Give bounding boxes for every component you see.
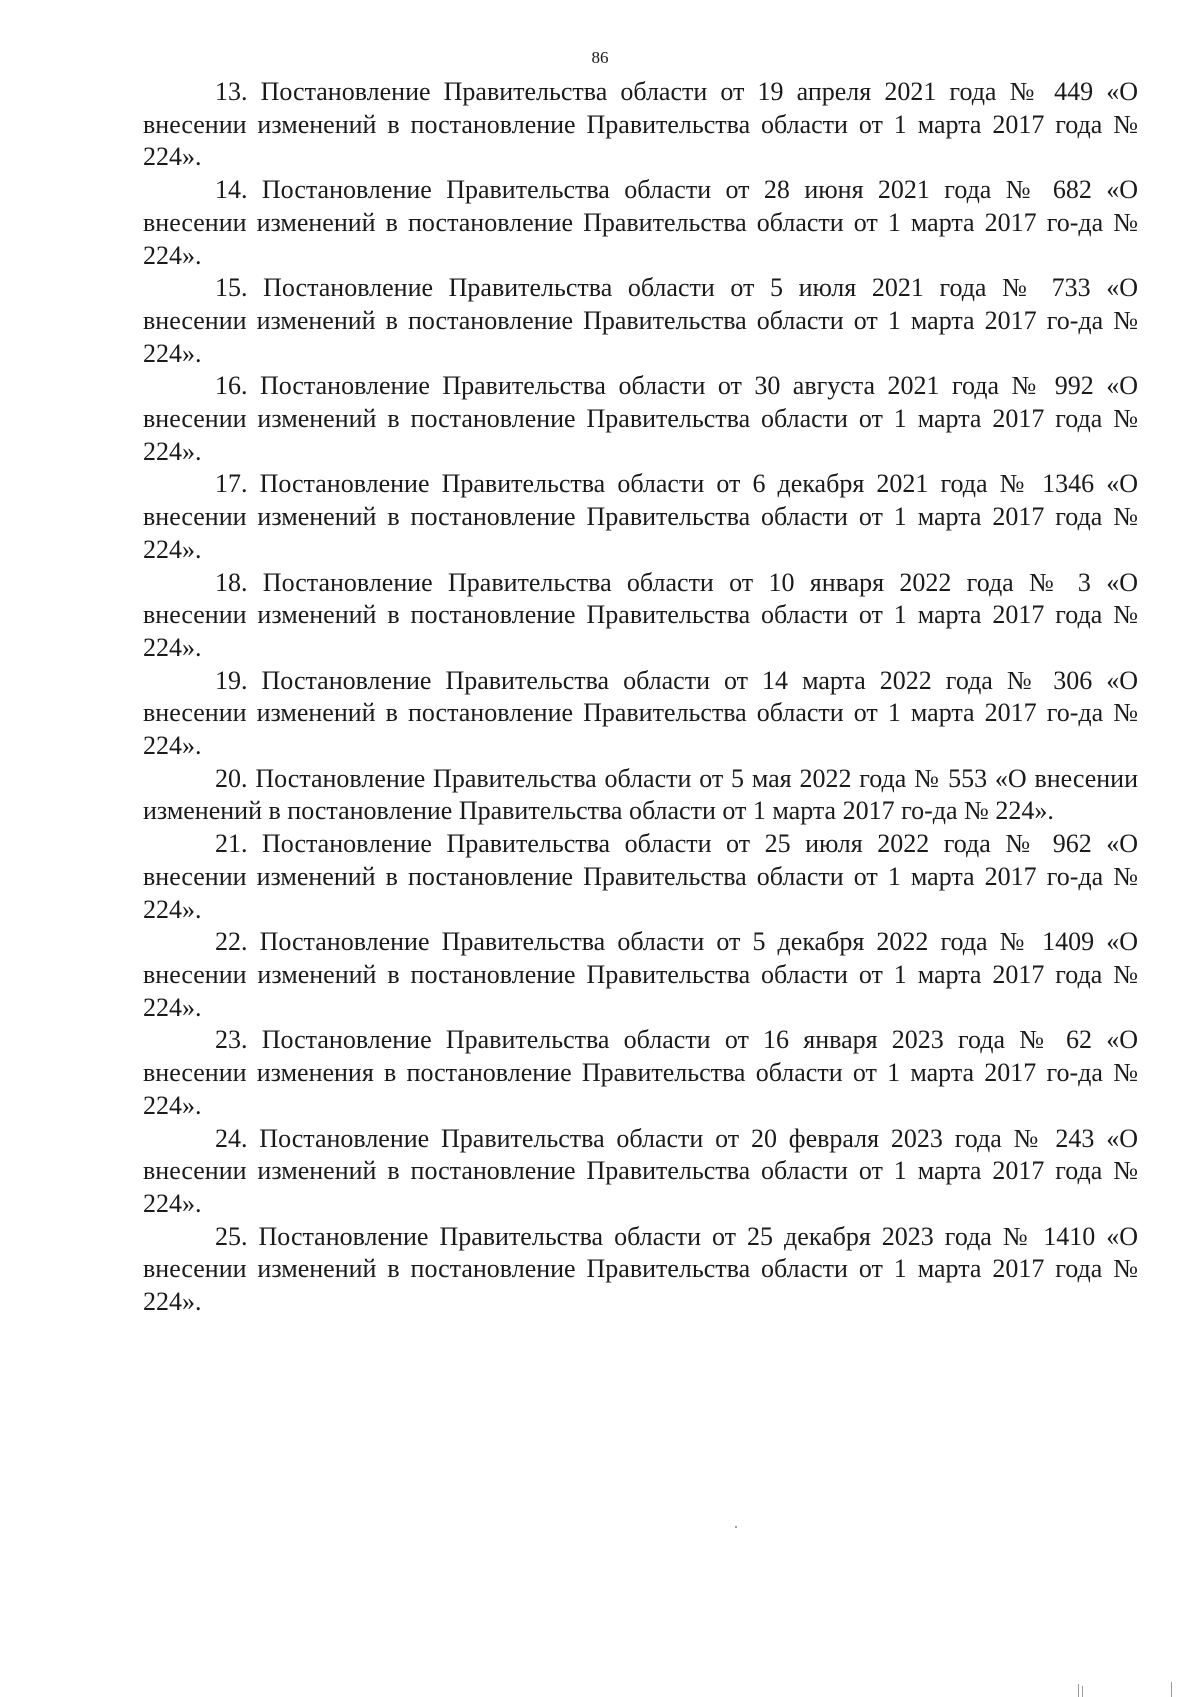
list-item: 17. Постановление Правительства области от 6 декабря 2021 года № 1346 «О внесении изменений в постановление Правительства области от 1 марта 2017 года № 224». <box>143 469 1138 564</box>
list-item: 20. Постановление Правительства области от 5 мая 2022 года № 553 «О внесении изменений в постановление Правительства области от 1 марта 2017 го-да № 224». <box>143 763 1138 826</box>
list-item: 18. Постановление Правительства области от 10 января 2022 года № 3 «О внесении изменений в постановление Правительства области от 1 марта 2017 года № 224». <box>143 567 1138 662</box>
document-list <box>143 76 1138 1319</box>
list-item: 13. Постановление Правительства области от 19 апреля 2021 года № 449 «О внесении изменений в постановление Правительства области от 1 марта 2017 года № 224». <box>143 77 1138 172</box>
list-item: 22. Постановление Правительства области от 5 декабря 2022 года № 1409 «О внесении изменений в постановление Правительства области от 1 марта 2017 года № 224». <box>143 927 1138 1022</box>
page-number: 86 <box>591 48 609 67</box>
list-item: 16. Постановление Правительства области от 30 августа 2021 года № 992 «О внесении изменений в постановление Правительства области от 1 марта 2017 года № 224». <box>143 371 1138 466</box>
list-item: 19. Постановление Правительства области от 14 марта 2022 года № 306 «О внесении изменений в постановление Правительства области от 1 марта 2017 го-да № 224». <box>143 665 1138 761</box>
list-item: 25. Постановление Правительства области от 25 декабря 2023 года № 1410 «О внесении изменений в постановление Правительства области от 1 марта 2017 года № 224». <box>143 1221 1138 1317</box>
list-item: 21. Постановление Правительства области от 25 июля 2022 года № 962 «О внесении изменений в постановление Правительства области от 1 марта 2017 го-да № 224». <box>143 829 1138 924</box>
scan-artifact <box>735 1526 737 1528</box>
scan-artifact <box>1171 1682 1172 1697</box>
list-item: 24. Постановление Правительства области от 20 февраля 2023 года № 243 «О внесении изменений в постановление Правительства области от 1 марта 2017 года № 224». <box>143 1123 1138 1218</box>
scan-artifact <box>1078 1684 1079 1697</box>
list-item: 23. Постановление Правительства области от 16 января 2023 года № 62 «О внесении изменения в постановление Правительства области от 1 марта 2017 го-да № 224». <box>143 1025 1138 1120</box>
scan-artifact <box>1082 1686 1083 1697</box>
list-item: 15. Постановление Правительства области от 5 июля 2021 года № 733 «О внесении изменений в постановление Правительства области от 1 марта 2017 го-да № 224». <box>143 273 1138 368</box>
list-item: 14. Постановление Правительства области от 28 июня 2021 года № 682 «О внесении изменений в постановление Правительства области от 1 марта 2017 го-да № 224». <box>143 175 1138 270</box>
